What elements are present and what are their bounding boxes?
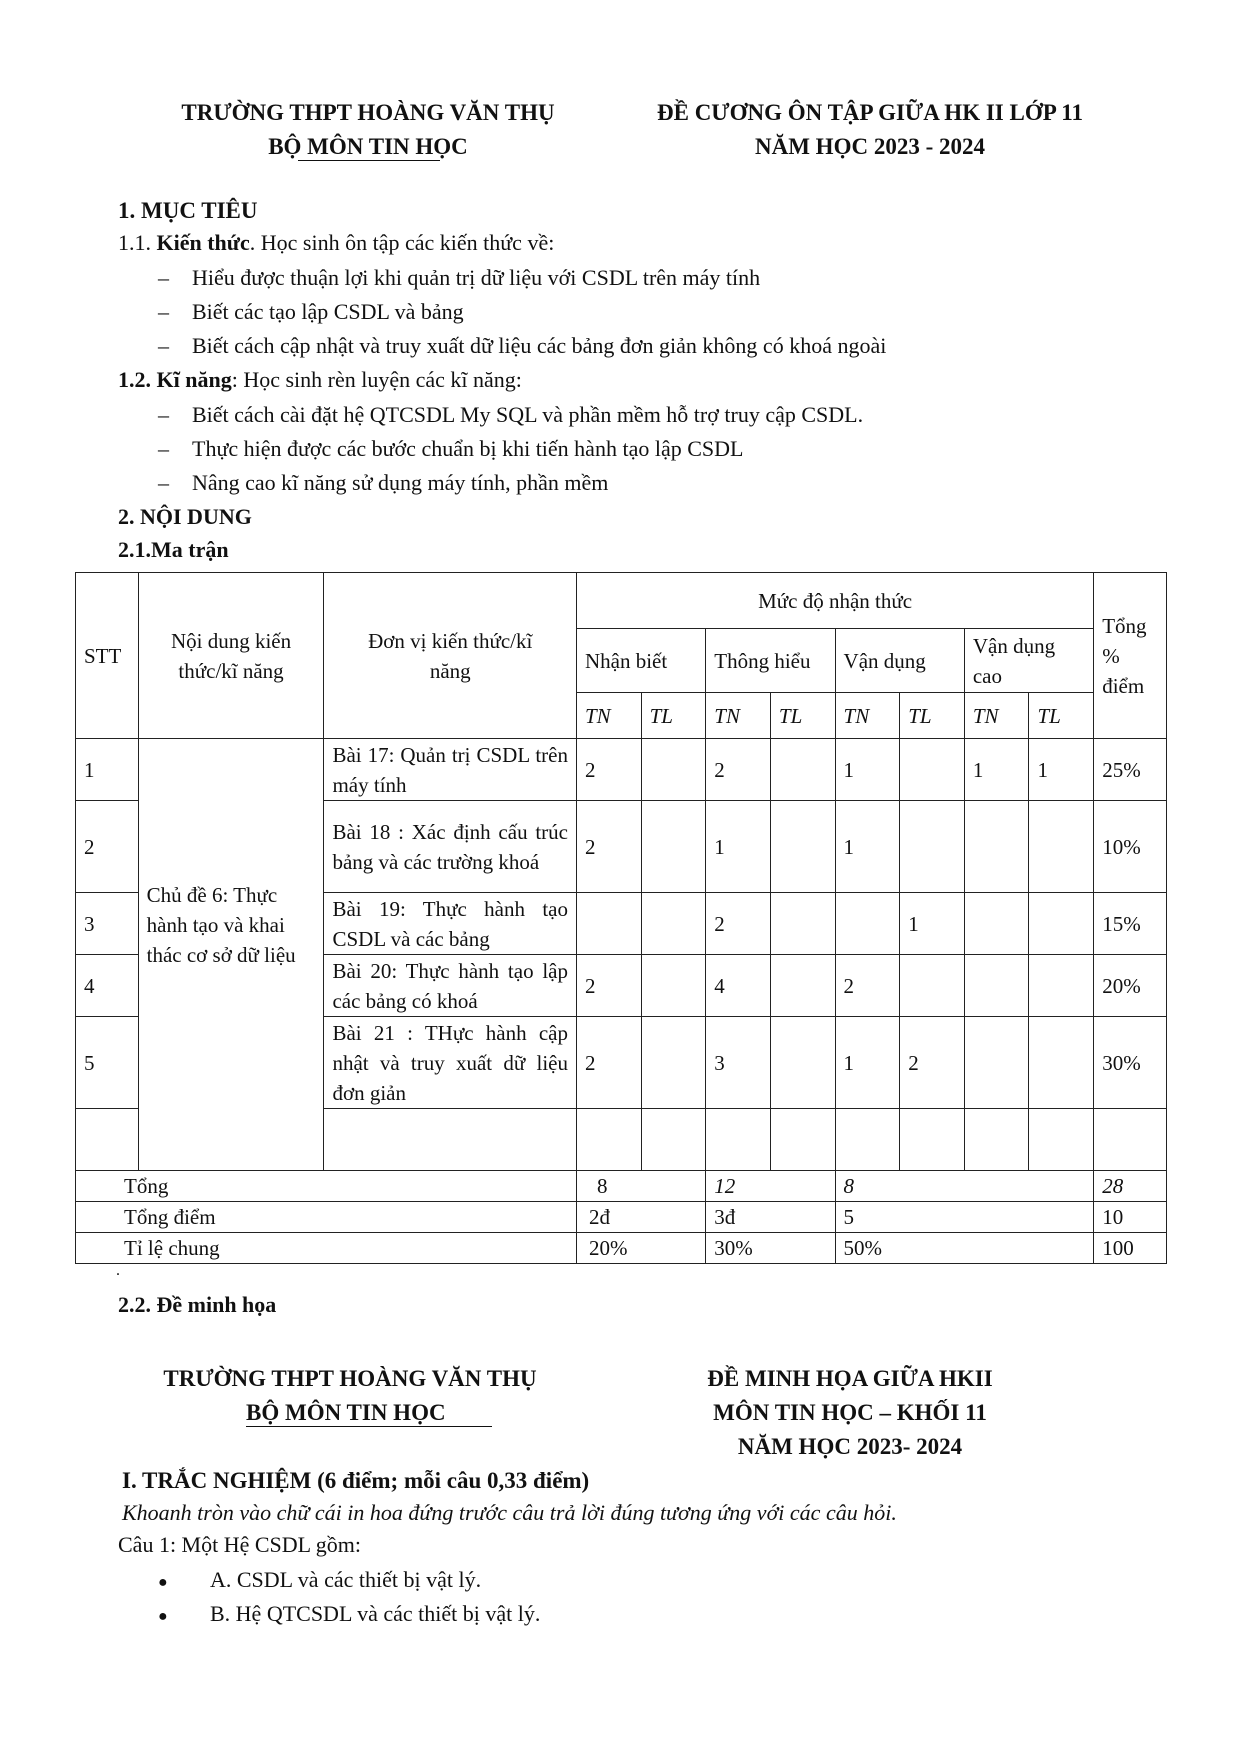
department-text: BỘ MÔN TIN HỌC [268, 134, 468, 159]
exam-school-name: TRƯỜNG THPT HOÀNG VĂN THỤ [163, 1366, 537, 1391]
exam-department-underline [246, 1426, 492, 1427]
cell [964, 955, 1029, 1017]
table-trailing-dot: . [116, 1262, 120, 1279]
cell [835, 893, 900, 955]
row-percent: 15% [1094, 893, 1167, 955]
row-stt: 3 [76, 893, 139, 955]
sample-exam-title: 2.2. Đề minh họa [118, 1292, 277, 1317]
instruction-text: Khoanh tròn vào chữ cái in hoa đứng trước câu trả lời đúng tương ứng với các câu hỏi. [122, 1500, 897, 1525]
row-unit: Bài 21 : THực hành cập nhật và truy xuất dữ liệu đơn giản [324, 1017, 577, 1109]
ratio-sum: 100 [1094, 1233, 1167, 1264]
exam-department: BỘ MÔN TIN HỌC [246, 1400, 446, 1425]
cell [641, 801, 706, 893]
row-unit: Bài 17: Quản trị CSDL trên máy tính [324, 739, 577, 801]
cell: 3 [706, 1017, 771, 1109]
document-title: ĐỀ CƯƠNG ÔN TẬP GIỮA HK II LỚP 11 [657, 100, 1083, 125]
cell [1029, 801, 1094, 893]
skill-item-text: Nâng cao kĩ năng sử dụng máy tính, phần mềm [192, 470, 609, 495]
section-1-title: 1. MỤC TIÊU [118, 198, 258, 223]
option-text: A. CSDL và các thiết bị vật lý. [210, 1567, 482, 1592]
skill-item-text: Biết cách cài đặt hệ QTCSDL My SQL và phần mềm hỗ trợ truy cập CSDL. [192, 402, 864, 427]
cell: 1 [900, 893, 965, 955]
header-total: Tổng % điểm [1094, 573, 1167, 739]
knowledge-item: – Hiểu được thuận lợi khi quản trị dữ liệu với CSDL trên máy tính [158, 265, 761, 290]
header-tl: TL [1029, 693, 1094, 739]
part-1-title: I. TRẮC NGHIỆM (6 điểm; mỗi câu 0,33 điểm) [122, 1468, 590, 1493]
cell [1029, 1017, 1094, 1109]
cell [964, 893, 1029, 955]
cell: 1 [835, 801, 900, 893]
department-name [148, 130, 588, 164]
skills-label: 1.2. Kĩ năng [118, 367, 232, 392]
cell: 2 [576, 955, 641, 1017]
total-apply: 8 [835, 1171, 1094, 1202]
row-unit: Bài 20: Thực hành tạo lập các bảng có khoá [324, 955, 577, 1017]
section-2-title: 2. NỘI DUNG [118, 504, 252, 529]
cell: 2 [576, 801, 641, 893]
school-year: NĂM HỌC 2023 - 2024 [755, 134, 985, 159]
table-row [76, 739, 1167, 801]
row-percent: 25% [1094, 739, 1167, 801]
department-underline [298, 160, 440, 161]
ratio-understand: 30% [706, 1233, 835, 1264]
total-sum: 28 [1094, 1171, 1167, 1202]
points-apply: 5 [835, 1202, 1094, 1233]
knowledge-matrix-table [75, 572, 1167, 1264]
cell: 1 [1029, 739, 1094, 801]
header-unit: Đơn vị kiến thức/kĩ năng [324, 573, 577, 739]
knowledge-intro: . Học sinh ôn tập các kiến thức về: [249, 230, 555, 255]
ratio-row [76, 1233, 1167, 1264]
cell [770, 955, 835, 1017]
header-stt: STT [76, 573, 139, 739]
row-unit: Bài 19: Thực hành tạo CSDL và các bảng [324, 893, 577, 955]
knowledge-item-text: Biết cách cập nhật và truy xuất dữ liệu các bảng đơn giản không có khoá ngoài [192, 333, 887, 358]
points-understand: 3đ [706, 1202, 835, 1233]
question-1: Câu 1: Một Hệ CSDL gồm: [118, 1532, 362, 1557]
cell [900, 801, 965, 893]
row-percent: 20% [1094, 955, 1167, 1017]
level-understand: Thông hiểu [706, 629, 835, 693]
cell: 2 [576, 1017, 641, 1109]
level-apply-high: Vận dụng cao [964, 629, 1093, 693]
cell: 1 [835, 1017, 900, 1109]
knowledge-label: Kiến thức [156, 230, 250, 255]
row-stt: 2 [76, 801, 139, 893]
header-tn: TN [964, 693, 1029, 739]
exam-title: ĐỀ MINH HỌA GIỮA HKII [707, 1366, 993, 1391]
points-sum: 10 [1094, 1202, 1167, 1233]
cell: 1 [835, 739, 900, 801]
bullet-icon: ● [158, 1574, 168, 1591]
skill-item-text: Thực hiện được các bước chuẩn bị khi tiến hành tạo lập CSDL [192, 436, 744, 461]
cell [900, 739, 965, 801]
cell [770, 1017, 835, 1109]
cell [641, 893, 706, 955]
table-header-row [76, 573, 1167, 629]
question-1-option [158, 1599, 540, 1632]
header-level: Mức độ nhận thức [576, 573, 1093, 629]
cell [964, 1017, 1029, 1109]
cell [770, 739, 835, 801]
skills-intro: : Học sinh rèn luyện các kĩ năng: [231, 367, 522, 392]
cell [641, 955, 706, 1017]
cell [770, 893, 835, 955]
header-tl: TL [770, 693, 835, 739]
row-stt: 1 [76, 739, 139, 801]
ratio-recognize: 20% [576, 1233, 705, 1264]
level-recognize: Nhận biết [576, 629, 705, 693]
header-tl: TL [641, 693, 706, 739]
knowledge-item-text: Hiểu được thuận lợi khi quản trị dữ liệu với CSDL trên máy tính [192, 265, 761, 290]
cell [770, 801, 835, 893]
ratio-label: Tỉ lệ chung [76, 1233, 577, 1264]
cell: 2 [706, 893, 771, 955]
cell [964, 801, 1029, 893]
question-1-option [158, 1565, 481, 1598]
knowledge-item-text: Biết các tạo lập CSDL và bảng [192, 299, 464, 324]
header-tl: TL [900, 693, 965, 739]
row-unit: Bài 18 : Xác định cấu trúc bảng và các trường khoá [324, 801, 577, 893]
total-label: Tổng [76, 1171, 577, 1202]
row-stt: 4 [76, 955, 139, 1017]
header-tn: TN [835, 693, 900, 739]
knowledge-item: – Biết các tạo lập CSDL và bảng [158, 299, 464, 324]
cell: 2 [706, 739, 771, 801]
total-row [76, 1171, 1167, 1202]
skills-heading [118, 365, 522, 395]
cell [641, 1017, 706, 1109]
cell: 1 [706, 801, 771, 893]
cell: 4 [706, 955, 771, 1017]
skill-item: – Thực hiện được các bước chuẩn bị khi tiến hành tạo lập CSDL [158, 436, 744, 461]
total-recognize: 8 [576, 1171, 705, 1202]
points-label: Tổng điểm [76, 1202, 577, 1233]
row-percent: 30% [1094, 1017, 1167, 1109]
knowledge-item: – Biết cách cập nhật và truy xuất dữ liệu các bảng đơn giản không có khoá ngoài [158, 333, 887, 358]
level-apply: Vận dụng [835, 629, 964, 693]
topic-cell: Chủ đề 6: Thực hành tạo và khai thác cơ sở dữ liệu [138, 739, 324, 1171]
points-recognize: 2đ [576, 1202, 705, 1233]
exam-year: NĂM HỌC 2023- 2024 [737, 1434, 963, 1459]
cell: 2 [835, 955, 900, 1017]
school-name: TRƯỜNG THPT HOÀNG VĂN THỤ [181, 100, 555, 125]
cell: 2 [576, 739, 641, 801]
cell [576, 893, 641, 955]
option-text: B. Hệ QTCSDL và các thiết bị vật lý. [210, 1601, 541, 1626]
cell [900, 955, 965, 1017]
points-row [76, 1202, 1167, 1233]
cell: 1 [964, 739, 1029, 801]
knowledge-number: 1.1. [118, 230, 157, 255]
skill-item: – Nâng cao kĩ năng sử dụng máy tính, phần mềm [158, 470, 609, 495]
header-tn: TN [706, 693, 771, 739]
matrix-title: 2.1.Ma trận [118, 537, 229, 562]
knowledge-heading [118, 228, 554, 258]
cell: 2 [900, 1017, 965, 1109]
row-percent: 10% [1094, 801, 1167, 893]
cell [1029, 955, 1094, 1017]
exam-subject: MÔN TIN HỌC – KHỐI 11 [713, 1400, 987, 1425]
bullet-icon: ● [158, 1608, 168, 1625]
header-content: Nội dung kiến thức/kĩ năng [138, 573, 324, 739]
cell [641, 739, 706, 801]
total-understand: 12 [706, 1171, 835, 1202]
ratio-apply: 50% [835, 1233, 1094, 1264]
skill-item: – Biết cách cài đặt hệ QTCSDL My SQL và phần mềm hỗ trợ truy cập CSDL. [158, 402, 864, 427]
header-tn: TN [576, 693, 641, 739]
row-stt: 5 [76, 1017, 139, 1109]
cell [1029, 893, 1094, 955]
